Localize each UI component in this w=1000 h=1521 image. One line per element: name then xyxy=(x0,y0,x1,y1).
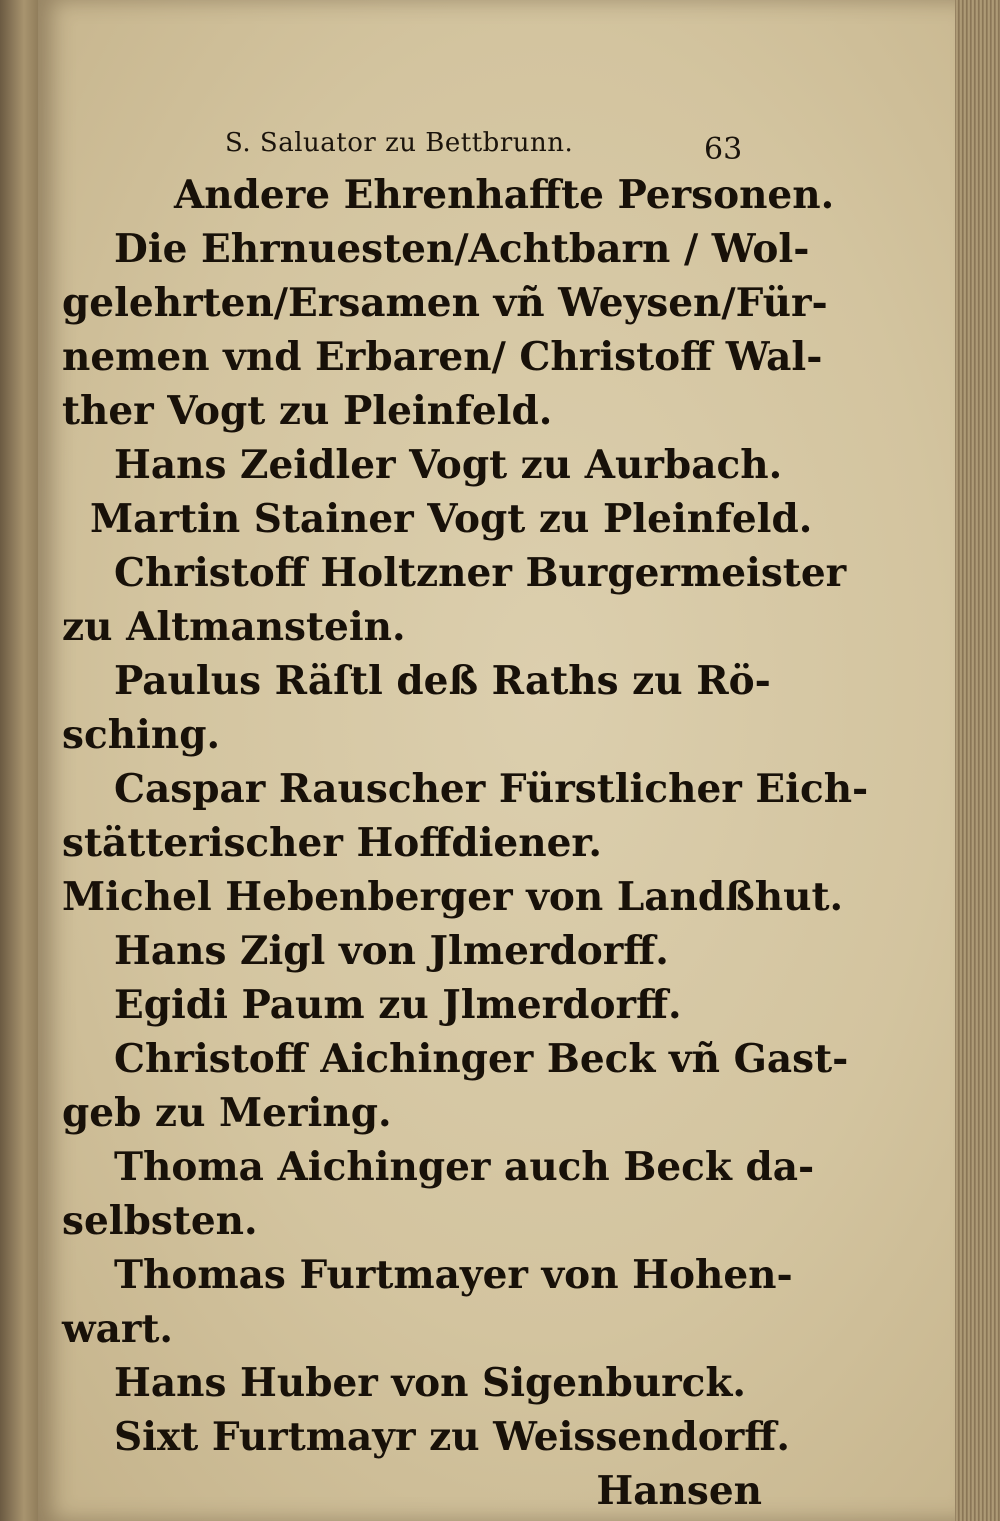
body-text xyxy=(62,168,869,1518)
catchword: Hansen xyxy=(596,1468,762,1514)
page-stack-edge xyxy=(955,0,1000,1521)
text-line: gelehrten/Ersamen vñ Weysen/Für- xyxy=(62,280,828,326)
page-number: 63 xyxy=(704,132,743,167)
text-line: Die Ehrnuesten/Achtbarn / Wol- xyxy=(114,226,810,272)
left-page-edge xyxy=(0,0,40,1521)
text-line: Egidi Paum zu Jlmerdorff. xyxy=(114,982,682,1028)
text-line: zu Altmanstein. xyxy=(62,604,406,650)
section-heading: Andere Ehrenhaffte Personen. xyxy=(174,172,835,218)
text-line: Christoff Holtzner Burgermeister xyxy=(114,550,847,596)
text-line: Hans Zeidler Vogt zu Aurbach. xyxy=(114,442,783,488)
text-line: ther Vogt zu Pleinfeld. xyxy=(62,388,553,434)
text-line: Thoma Aichinger auch Beck da- xyxy=(114,1144,815,1190)
text-line: nemen vnd Erbaren/ Christoff Wal- xyxy=(62,334,823,380)
text-line: Hans Zigl von Jlmerdorff. xyxy=(114,928,669,974)
text-line: Martin Stainer Vogt zu Pleinfeld. xyxy=(90,496,813,542)
text-line: wart. xyxy=(62,1306,173,1352)
text-line: selbsten. xyxy=(62,1198,258,1244)
running-header: S. Saluator zu Bettbrunn. xyxy=(225,128,574,158)
text-line: Hans Huber von Sigenburck. xyxy=(114,1360,746,1406)
text-line: stätterischer Hoffdiener. xyxy=(62,820,602,866)
text-line: Christoff Aichinger Beck vñ Gast- xyxy=(114,1036,849,1082)
text-line: Sixt Furtmayr zu Weissendorff. xyxy=(114,1414,790,1460)
text-line: Caspar Rauscher Fürstlicher Eich- xyxy=(114,766,869,812)
text-line: Paulus Räſtl deß Raths zu Rö- xyxy=(114,658,771,704)
text-line: geb zu Mering. xyxy=(62,1090,392,1136)
text-line: sching. xyxy=(62,712,221,758)
text-line: Thomas Furtmayer von Hohen- xyxy=(114,1252,793,1298)
text-line: Michel Hebenberger von Landßhut. xyxy=(62,874,844,920)
